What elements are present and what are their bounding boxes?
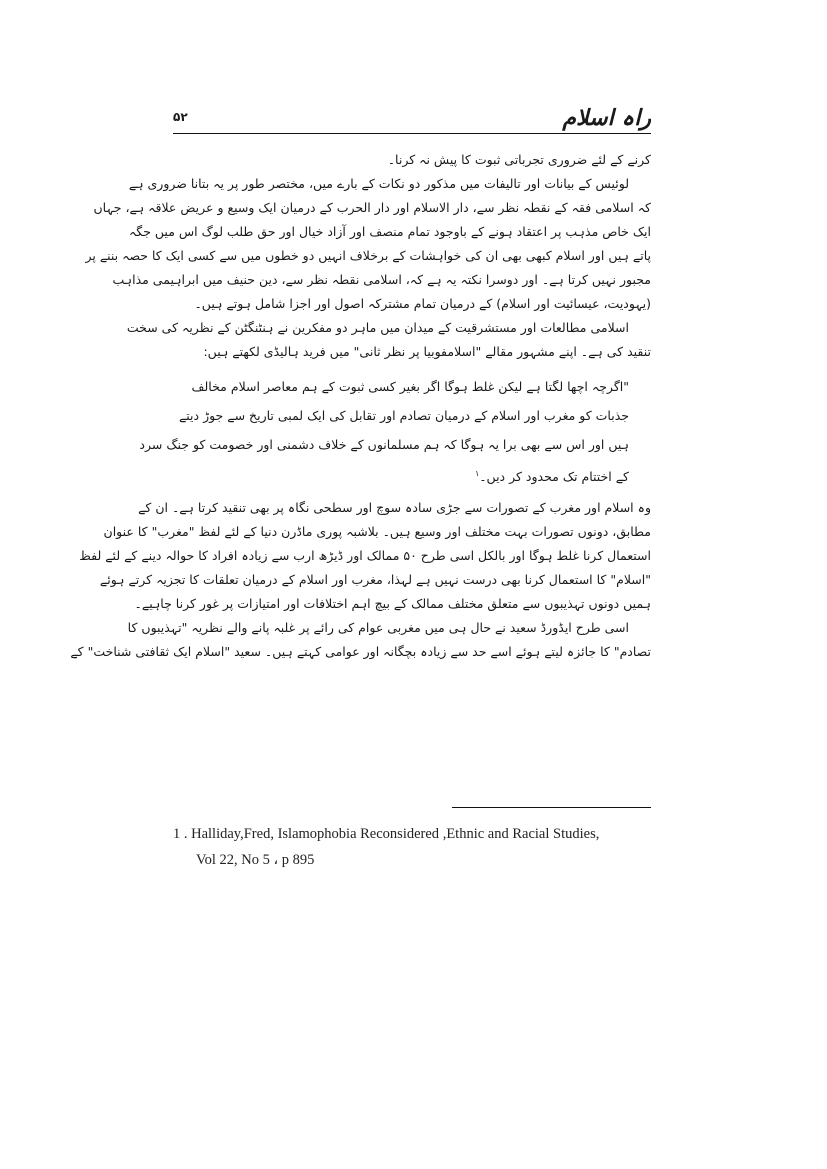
quote-line: جذبات کو مغرب اور اسلام کے درمیان تصادم اور تقابل کی ایک لمبی تاریخ سے جوڑ دیتے: [178, 408, 629, 423]
footnote-marker[interactable]: ۱: [474, 469, 480, 478]
body-text: [70, 148, 651, 664]
page-number: ۵۲: [173, 110, 188, 124]
text-line: (یہودیت، عیسائیت اور اسلام) کے درمیان تمام مشترکہ اصول اور اجزا شامل ہوتے ہیں۔: [194, 296, 651, 311]
text-line: ایک خاص مذہب پر اعتقاد ہونے کے باوجود تمام منصف اور آزاد خیال اور حق طلب لوگ اس میں جگہ: [128, 224, 651, 239]
text-line: کہ اسلامی فقہ کے نقطہ نظر سے، دار الاسلام اور دار الحرب کے درمیان ایک وسیع و عریض علاقہ ہے، جہاں: [93, 200, 651, 215]
footnote-word: Islamophobia: [277, 826, 357, 842]
footnote-word: Studies,: [553, 826, 600, 842]
quote-line: ہیں اور اس سے بھی برا یہ ہوگا کہ ہم مسلمانوں کے خلاف دشمنی اور خصومت کو جنگ سرد: [139, 437, 629, 452]
paragraph-critics: [126, 316, 651, 364]
quote-line: "اگرچہ اچھا لگتا ہے لیکن غلط ہوگا اگر بغیر کسی ثبوت کے ہم معاصر اسلام مخالف: [191, 379, 629, 394]
text-line: لوئیس کے بیانات اور تالیفات میں مذکور دو نکات کے بارے میں، مختصر طور پر یہ بتانا ضروری ہے: [128, 176, 629, 191]
text-line: تنقید کی ہے۔ اپنے مشہور مقالے "اسلامفوبیا پر نظر ثانی" میں فرید ہالیڈی لکھتے ہیں:: [203, 344, 651, 359]
paragraph-said: [70, 616, 651, 664]
journal-title: راہ اسلام: [562, 105, 651, 131]
block-quote: [139, 372, 629, 488]
footnote: [173, 821, 651, 873]
footnote-word: Racial: [512, 826, 550, 842]
footnote-line-1: [173, 821, 651, 847]
footnote-word: Reconsidered: [360, 826, 440, 842]
text-line: تصادم" کا جائزہ لیتے ہوئے اسے حد سے زیادہ بچگانہ اور عوامی کہتے ہیں۔ سعید "اسلام ایک ثقافتی شناخت" کے: [70, 644, 651, 659]
footnote-number: 1 .: [173, 826, 188, 842]
text-line: ہمیں دونوں تہذیبوں سے متعلق مختلف ممالک کے بیچ اہم اختلافات اور امتیازات پر غور کرنا چاہیے۔: [134, 596, 651, 611]
running-header: [173, 104, 651, 134]
text-line: "اسلام" کا استعمال کرنا بھی درست نہیں ہے لہذا، مغرب اور اسلام کے درمیان تعلقات کا تجزیہ کرتے ہوئے: [99, 572, 651, 587]
paragraph-continuation: [173, 148, 651, 172]
text-line: مطابق، دونوں تصورات بہت مختلف اور وسیع ہیں۔ بلاشبہ پوری ماڈرن دنیا کے لئے لفظ "مغرب" کا عنوان: [103, 524, 651, 539]
quote-last-text: کے اختتام تک محدود کر دیں۔: [479, 469, 629, 485]
header-rule: [173, 133, 651, 134]
text-line: مجبور نہیں کرتا ہے۔ اور دوسرا نکتہ یہ ہے کہ، اسلامی نقطہ نظر سے، دین حنیف میں ابراہیمی مذاہب: [112, 272, 651, 287]
text-line: کرنے کے لئے ضروری تجرباتی ثبوت کا پیش نہ کرنا۔: [387, 152, 651, 167]
footnote-line-2: Vol 22, No 5 ، p 895: [196, 852, 315, 868]
text-line: پاتے ہیں اور اسلام کبھی بھی ان کی خواہشات کے برخلاف انہیں دو خطوں میں سے کسی ایک کا حصہ بننے پر: [85, 248, 651, 263]
paragraph-lewis-points: [85, 172, 651, 316]
paragraph-concepts: [79, 496, 651, 616]
footnote-word: ,Ethnic: [442, 826, 485, 842]
footnote-word: and: [487, 826, 509, 842]
quote-line: [203, 459, 629, 488]
text-line: اسلامی مطالعات اور مستشرقیت کے میدان میں ماہر دو مفکرین نے ہنٹنگٹن کے نظریہ کی سخت: [126, 320, 629, 335]
text-line: وہ اسلام اور مغرب کے تصورات سے جڑی سادہ سوچ اور سطحی نگاہ پر بھی تنقید کرتا ہے۔ ان کے: [138, 500, 651, 515]
footnote-rule: [452, 807, 651, 808]
text-line: اسی طرح ایڈورڈ سعید نے حال ہی میں مغربی عوام کی رائے پر غلبہ پانے والے نظریہ "تہذیبوں کا: [127, 620, 629, 635]
footnote-word: Halliday,Fred,: [191, 826, 274, 842]
text-line: استعمال کرنا غلط ہوگا اور بالکل اسی طرح ۵۰ ممالک اور ڈیڑھ ارب سے زیادہ افراد کا حوالہ دینے کے لئے لفظ: [79, 548, 651, 563]
